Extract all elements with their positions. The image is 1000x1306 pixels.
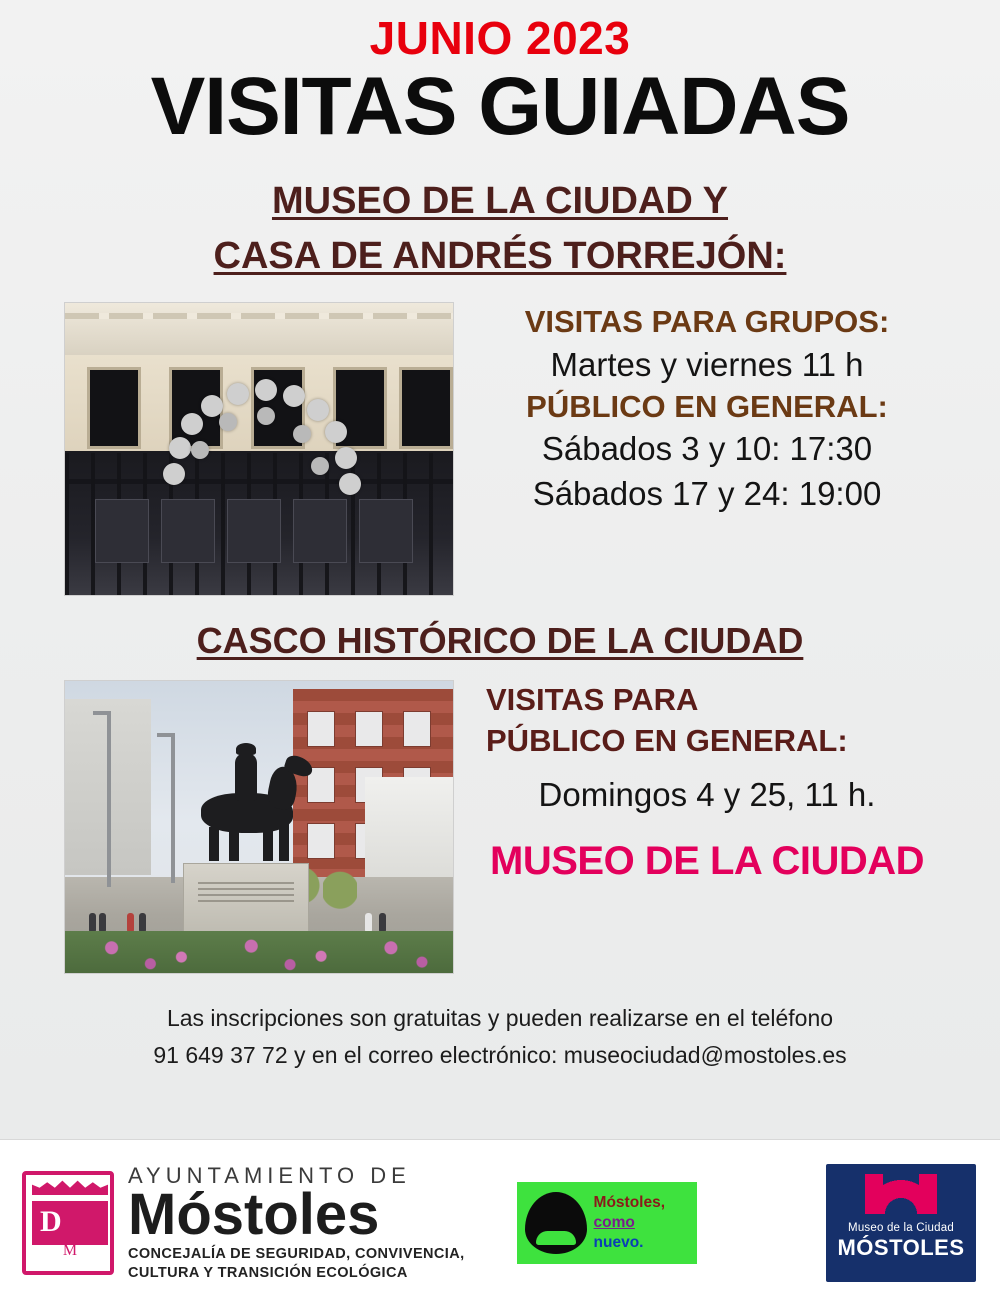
casco-label-line1: VISITAS PARA: [486, 682, 699, 718]
page-title: VISITAS GUIADAS: [150, 61, 850, 153]
casco-schedule-info: [454, 680, 938, 884]
museo-logo-subtitle: Museo de la Ciudad: [848, 1222, 954, 1234]
section-museo-block: [0, 302, 1000, 596]
casco-times: Domingos 4 y 25, 11 h.: [538, 776, 876, 814]
casco-label-line2: PÚBLICO EN GENERAL:: [486, 722, 848, 758]
section-museo-heading: [0, 174, 1000, 284]
balloon-arch-decoration: [161, 377, 351, 481]
registration-note-line1: Las inscripciones son gratuitas y pueden realizarse en el teléfono: [166, 1005, 834, 1032]
ayuntamiento-line2: Móstoles: [128, 1182, 380, 1248]
groups-label: VISITAS PARA GRUPOS:: [524, 304, 890, 340]
section-museo-heading-line1: MUSEO DE LA CIUDAD Y: [271, 180, 729, 223]
museum-interior-photo: [64, 302, 454, 596]
groups-times: Martes y viernes 11 h: [550, 345, 864, 383]
ayuntamiento-line1: AYUNTAMIENTO DE: [128, 1163, 411, 1189]
museo-brand-text: MUSEO DE LA CIUDAD: [490, 839, 924, 884]
shield-letter: D: [40, 1205, 62, 1238]
mostoles-nuevo-line2: como: [593, 1213, 635, 1231]
public-label: PÚBLICO EN GENERAL:: [526, 389, 888, 424]
mostoles-como-nuevo-logo: [517, 1182, 697, 1264]
museo-schedule-info: [454, 302, 938, 515]
ayuntamiento-dept-line2: CULTURA Y TRANSICIÓN ECOLÓGICA: [128, 1265, 408, 1282]
public-times-1: Sábados 3 y 10: 17:30: [541, 430, 873, 468]
section-casco-heading: [0, 620, 1000, 662]
shield-bottom-mark: M: [62, 1242, 78, 1259]
registration-note: [0, 1000, 1000, 1074]
ayuntamiento-dept-line1: CONCEJALÍA DE SEGURIDAD, CONVIVENCIA,: [128, 1246, 465, 1263]
public-times-2: Sábados 17 y 24: 19:00: [532, 474, 882, 512]
poster-month: JUNIO 2023: [369, 12, 631, 64]
museo-logo-city: MÓSTOLES: [837, 1235, 965, 1260]
museo-arch-icon: [865, 1174, 937, 1214]
mostoles-nuevo-line1: Móstoles,: [593, 1193, 666, 1211]
section-casco-block: [0, 680, 1000, 974]
mostoles-nuevo-line3: nuevo.: [593, 1234, 644, 1252]
museo-ciudad-logo: [826, 1164, 976, 1282]
section-casco-heading-text: CASCO HISTÓRICO DE LA CIUDAD: [196, 620, 804, 662]
mostoles-nuevo-mark-icon: [525, 1192, 587, 1254]
footer-logo-bar: [0, 1139, 1000, 1306]
section-museo-heading-line2: CASA DE ANDRÉS TORREJÓN:: [213, 235, 787, 278]
equestrian-statue: [185, 749, 315, 867]
registration-note-line2: 91 649 37 72 y en el correo electrónico: museociudad@mostoles.es: [153, 1042, 847, 1069]
mostoles-shield-icon: [22, 1171, 114, 1275]
ayuntamiento-logo: [22, 1163, 465, 1283]
statue-square-photo: [64, 680, 454, 974]
